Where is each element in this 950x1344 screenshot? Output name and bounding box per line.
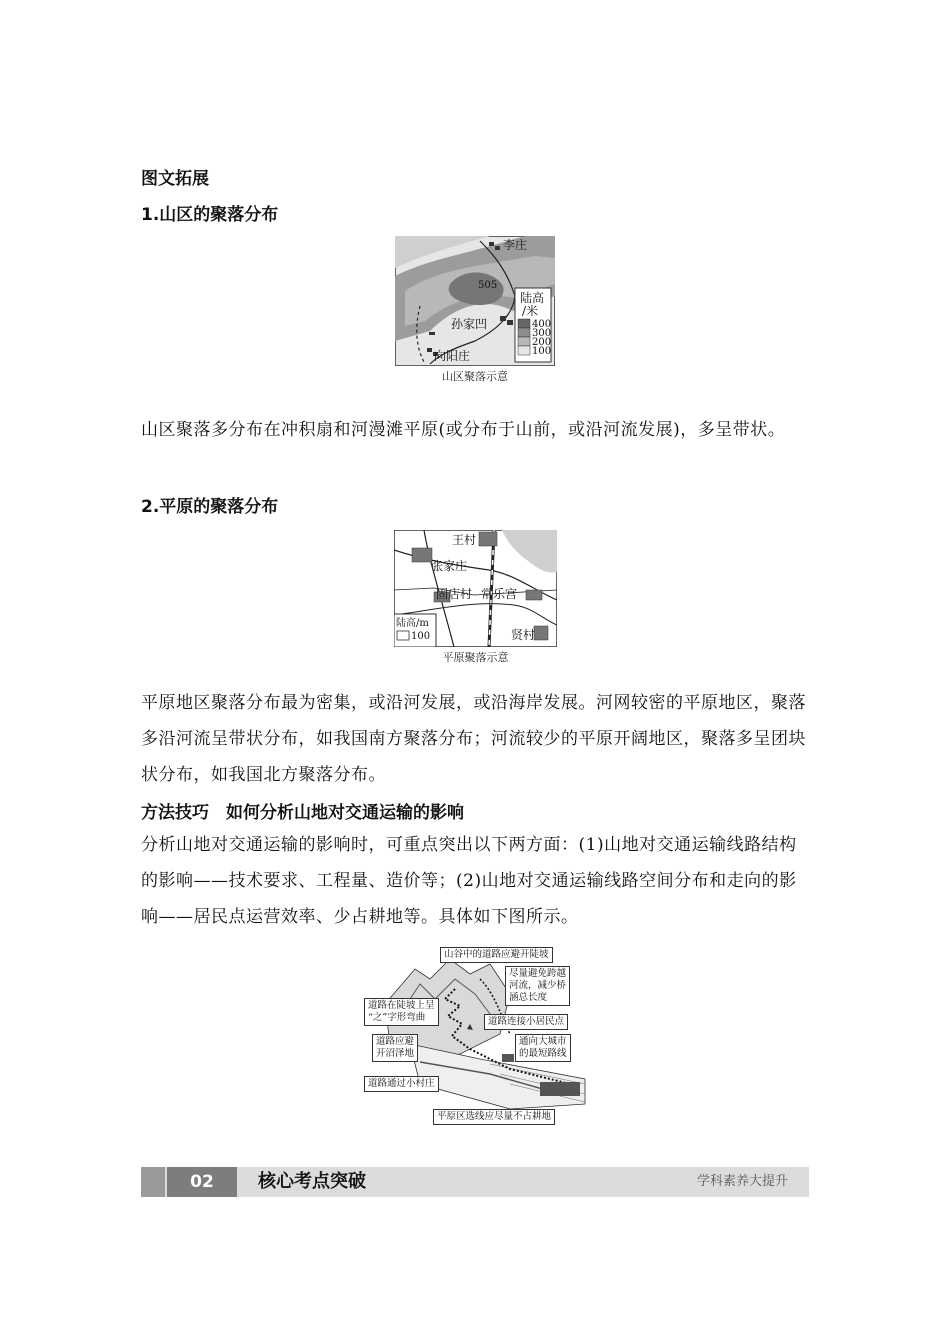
footer-lead-block xyxy=(141,1167,165,1197)
method-heading: 方法技巧 如何分析山地对交通运输的影响 xyxy=(141,803,464,823)
place-lizhuang: 李庄 xyxy=(503,238,528,252)
callout-farmland: 平原区选线应尽量不占耕地 xyxy=(433,1109,555,1125)
callout-zigzag: 道路在陡坡上呈 “之”字形弯曲 xyxy=(364,998,439,1026)
mountain-text: 山区聚落多分布在冲积扇和河漫滩平原(或分布于山前，或沿河流发展)，多呈带状。 xyxy=(141,420,786,440)
legend-title-1: 陆高 xyxy=(520,291,545,305)
callout-swamp: 道路应避 开沼泽地 xyxy=(372,1034,418,1062)
plain-heading: 2.平原的聚落分布 xyxy=(141,497,279,517)
place-gudiancun: 固店村 xyxy=(436,587,473,601)
elevation-point: 505 xyxy=(478,280,498,291)
mountain-heading: 1.山区的聚落分布 xyxy=(141,205,279,225)
plain-map xyxy=(394,530,557,647)
method-text: 分析山地对交通运输的影响时，可重点突出以下两方面：(1)山地对交通运输线路结构的影响——技术要求、工程量、造价等；(2)山地对交通运输线路空间分布和走向的影响——居民点运营效率、少占耕地等。具体如下图所示。 xyxy=(141,835,797,927)
footer-section-number: 02 xyxy=(167,1167,237,1197)
place-sunjiawa: 孙家凹 xyxy=(451,317,488,331)
plain-map-graphic xyxy=(394,530,557,647)
plain-text: 平原地区聚落分布最为密集，或沿河发展，或沿海岸发展。河网较密的平原地区，聚落多沿河流呈带状分布，如我国南方聚落分布；河流较少的平原开阔地区，聚落多呈团块状分布，如我国北方聚落分布。 xyxy=(141,693,806,785)
transport-diagram xyxy=(360,944,590,1128)
plain-legend-swatch xyxy=(397,631,409,640)
place-changlegong: 常乐宫 xyxy=(481,587,518,601)
callout-valley: 山谷中的道路应避开陡坡 xyxy=(440,947,553,963)
plain-map-caption: 平原聚落示意 xyxy=(442,651,509,664)
legend-value-200: 200 xyxy=(532,337,552,348)
callout-small-village: 道路通过小村庄 xyxy=(364,1076,439,1092)
mountain-map-graphic xyxy=(395,236,555,366)
place-wangcun: 王村 xyxy=(452,533,477,547)
mountain-map xyxy=(395,236,555,366)
legend-swatch-400 xyxy=(518,319,530,328)
legend-swatch-200 xyxy=(518,337,530,346)
legend-value-300: 300 xyxy=(532,328,552,339)
legend-swatch-100 xyxy=(518,346,530,355)
legend-value-100: 100 xyxy=(532,346,552,357)
mountain-map-caption: 山区聚落示意 xyxy=(442,370,508,383)
place-xiangyangzhuang: 向阳庄 xyxy=(434,349,471,363)
callout-bridge: 尽量避免跨越 河流，减少桥 涵总长度 xyxy=(505,966,570,1006)
place-zhangjiazhuang: 张家庄 xyxy=(431,559,468,573)
footer-section-title: 核心考点突破 xyxy=(258,1171,366,1192)
section-title: 图文拓展 xyxy=(141,169,209,189)
legend-swatch-300 xyxy=(518,328,530,337)
legend-title-2: /米 xyxy=(522,304,539,318)
callout-city: 通向大城市 的最短路线 xyxy=(515,1034,571,1062)
legend-value-400: 400 xyxy=(532,319,552,330)
plain-legend-value: 100 xyxy=(411,631,431,642)
footer-tagline: 学科素养大提升 xyxy=(696,1174,788,1189)
place-xiancun: 贤村 xyxy=(511,628,536,642)
callout-village-link: 道路连接小居民点 xyxy=(484,1014,568,1030)
plain-legend-title: 陆高/m xyxy=(396,618,429,629)
